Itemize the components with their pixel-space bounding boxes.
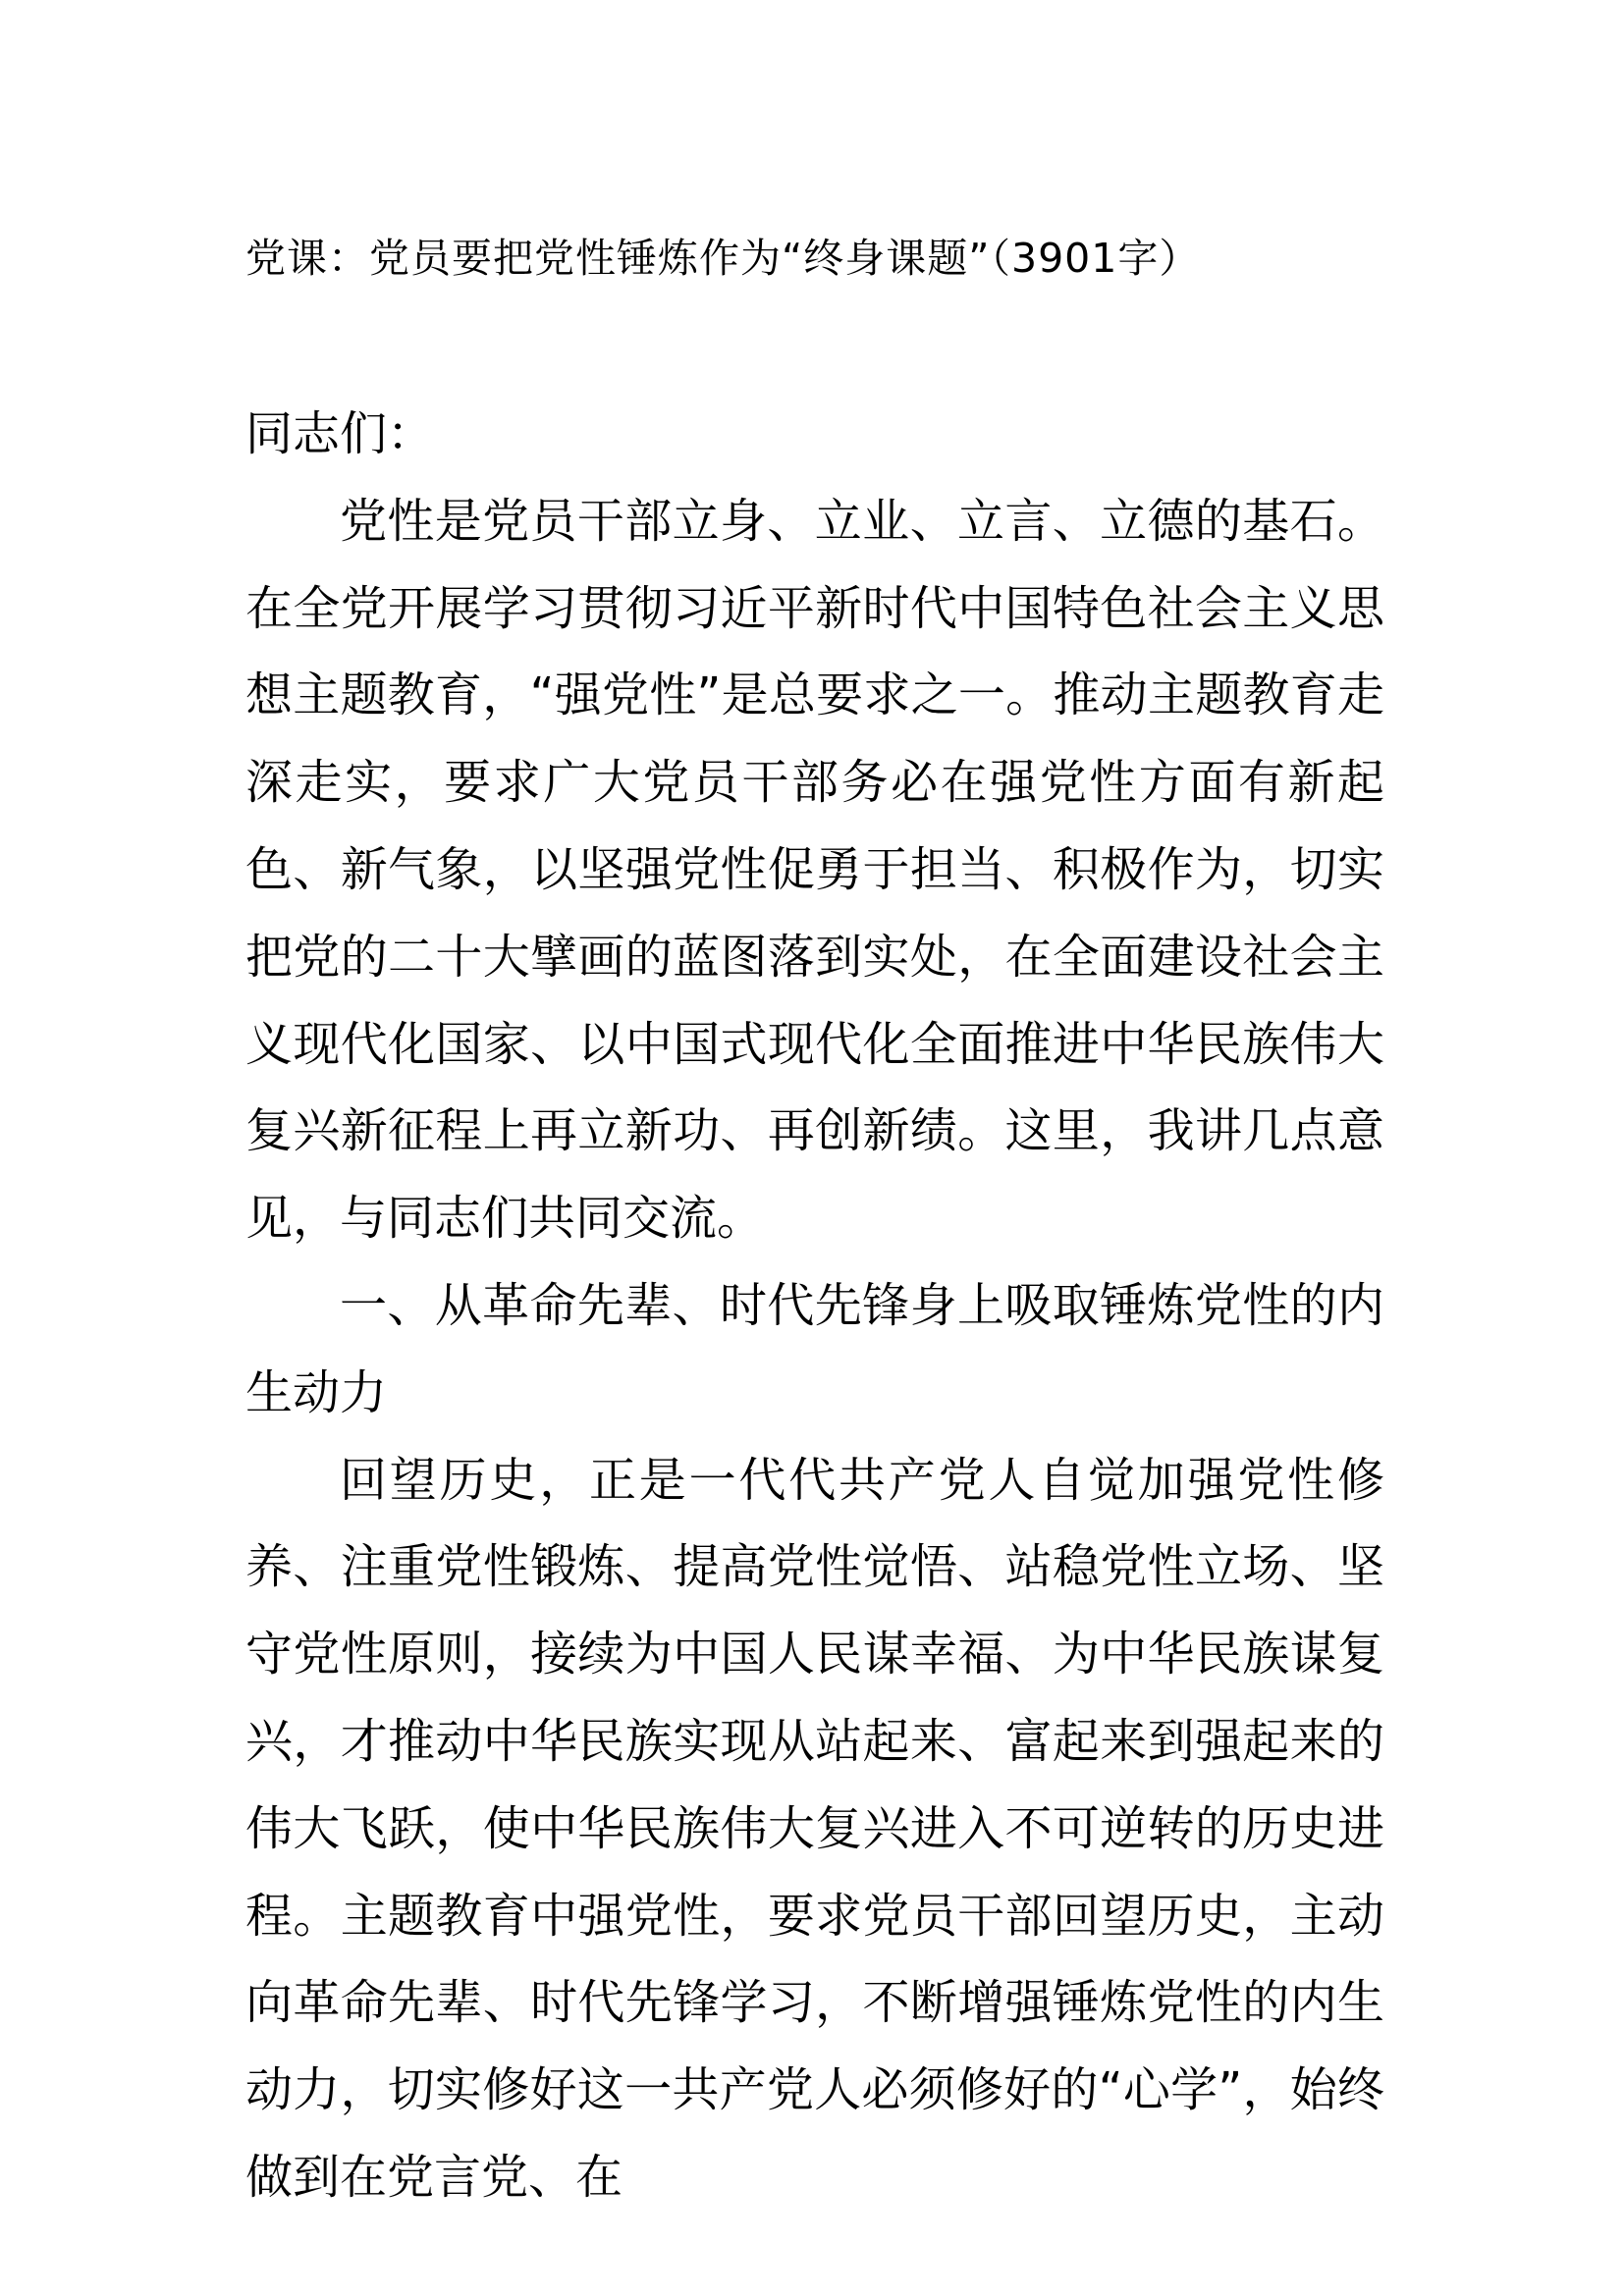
paragraph-intro: 党性是党员干部立身、立业、立言、立德的基石。在全党开展学习贯彻习近平新时代中国特色社会主义思想主题教育，“强党性”是总要求之一。推动主题教育走深走实，要求广大党员干部务必在强党性方面有新起色、新气象，以坚强党性促勇于担当、积极作为，切实把党的二十大擘画的蓝图落到实处，在全面建设社会主义现代化国家、以中国式现代化全面推进中华民族伟大复兴新征程上再立新功、再创新绩。这里，我讲几点意见，与同志们共同交流。 [245,493,1384,1247]
document-body [245,391,1384,2221]
section-heading-1: 一、从革命先辈、时代先锋身上吸取锤炼党性的内生动力 [245,1277,1384,1420]
salutation: 同志们： [245,406,435,461]
document-title: 党课：党员要把党性锤炼作为“终身课题”（3901字） [245,235,1201,282]
paragraph-section-1: 回望历史，正是一代代共产党人自觉加强党性修养、注重党性锻炼、提高党性觉悟、站稳党性立场、坚守党性原则，接续为中国人民谋幸福、为中华民族谋复兴，才推动中华民族实现从站起来、富起来到强起来的伟大飞跃，使中华民族伟大复兴进入不可逆转的历史进程。主题教育中强党性，要求党员干部回望历史，主动向革命先辈、时代先锋学习，不断增强锤炼党性的内生动力，切实修好这一共产党人必须修好的“心学”，始终做到在党言党、在 [245,1452,1384,2205]
